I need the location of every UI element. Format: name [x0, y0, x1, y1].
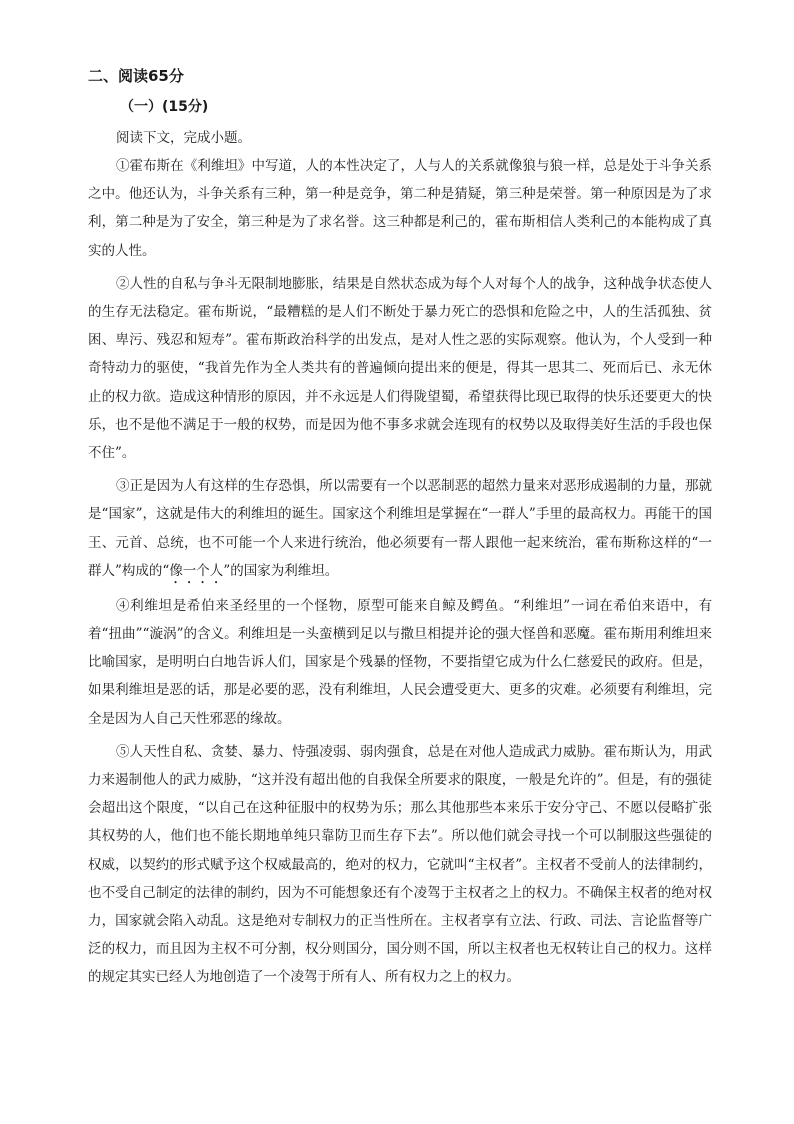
- paragraph-1: ①霍布斯在《利维坦》中写道，人的本性决定了，人与人的关系就像狼与狼一样，总是处于斗争关系之中。他还认为，斗争关系有三种，第一种是竞争，第二种是猜疑，第三种是荣誉。第一种原因是为了求利，第二种是为了安全，第三种是为了求名誉。这三种都是利己的，霍布斯相信人类利己的本能构成了真实的人性。: [88, 158, 712, 259]
- paragraph-5: ⑤人天性自私、贪婪、暴力、恃强凌弱、弱肉强食，总是在对他人造成武力威胁。霍布斯认为，用武力来遏制他人的武力威胁，“这并没有超出他的自我保全所要求的限度，一般是允许的”。但是，有的强徒会超出这个限度，“以自己在这种征服中的权势为乐；那么其他那些本来乐于安分守己、不愿以侵略扩张其权势的人，他们也不能长期地单纯只靠防卫而生存下去”。所以他们就会寻找一个可以制服这些强徒的权威，以契约的形式赋予这个权威最高的，绝对的权力，它就叫“主权者”。主权者不受前人的法律制约，也不受自己制定的法律的制约，因为不可能想象还有个凌驾于主权者之上的权力。不确保主权者的绝对权力，国家就会陷入动乱。这是绝对专制权力的正当性所在。主权者享有立法、行政、司法、言论监督等广泛的权力，而且因为主权不可分割，权分则国分，国分则不国，所以主权者也无权转让自己的权力。这样的规定其实已经人为地创造了一个凌驾于所有人、所有权力之上的权力。: [88, 743, 712, 986]
- paragraph-4: ④利维坦是希伯来圣经里的一个怪物，原型可能来自鲸及鳄鱼。“利维坦”一词在希伯来语中，有着“扭曲”“漩涡”的含义。利维坦是一头蛮横到足以与撒旦相提并论的强大怪兽和恶魔。霍布斯用利维坦来比喻国家，是明明白白地告诉人们，国家是个残暴的怪物，不要指望它成为什么仁慈爱民的政府。但是，如果利维坦是恶的话，那是必要的恶，没有利维坦，人民会遭受更大、更多的灾难。必须要有利维坦，完全是因为人自己天性邪恶的缘故。: [88, 597, 712, 727]
- paragraph-3-text-end: ”的国家为利维坦。: [223, 562, 339, 579]
- emphasized-phrase: 像一个人: [169, 562, 224, 579]
- paragraph-3: [88, 472, 712, 587]
- section-title: 二、阅读65分: [88, 67, 184, 85]
- paragraph-2: ②人性的自私与争斗无限制地膨胀，结果是自然状态成为每个人对每个人的战争，这种战争状态使人的生存无法稳定。霍布斯说，“最糟糕的是人们不断处于暴力死亡的恐惧和危险之中，人的生活孤独、贫困、卑污、残忍和短寿”。霍布斯政治科学的出发点，是对人性之恶的实际观察。他认为，个人受到一种奇特动力的驱使，“我首先作为全人类共有的普遍倾向提出来的便是，得其一思其二、死而后已、永无休止的权力欲。造成这种情形的原因，并不永远是人们得陇望蜀，希望获得比现已取得的快乐还要更大的快乐，也不是他不满足于一般的权势，而是因为他不事多求就会连现有的权势以及取得美好生活的手段也保不住”。: [88, 275, 712, 462]
- subsection-title: （一）(15分): [120, 99, 209, 115]
- document-page: [88, 62, 712, 997]
- instruction-text: 阅读下文，完成小题。: [116, 130, 251, 146]
- paragraph-3-text-start: ③正是因为人有这样的生存恐惧，所以需要有一个以恶制恶的超然力量来对恶形成遏制的力量，那就是“国家”，这就是伟大的利维坦的诞生。国家这个利维坦是掌握在“一群人”手里的最高权力。再能干的国王、元首、总统，也不可能一个人来进行统治，他必须要有一帮人跟他一起来统治，霍布斯称这样的“一群人”构成的“: [88, 478, 712, 579]
